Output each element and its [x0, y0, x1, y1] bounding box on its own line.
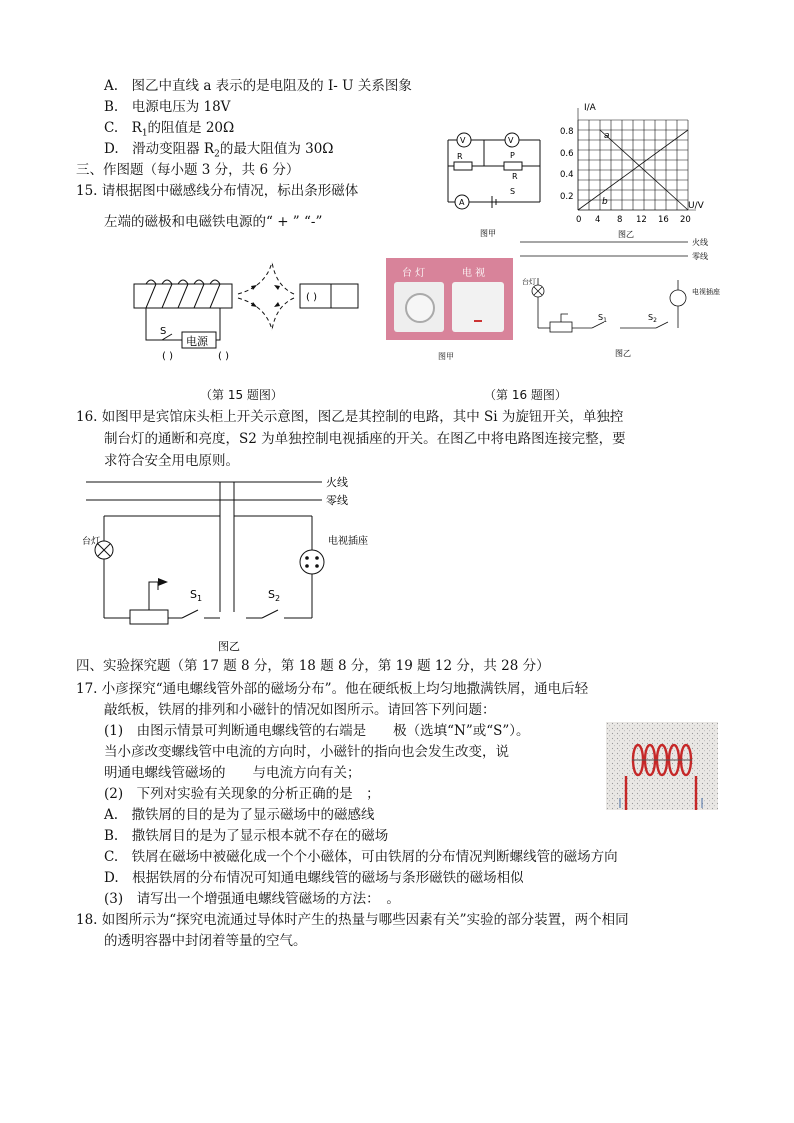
fig15-switch-label: S	[160, 326, 167, 337]
fig14-left-caption: 图甲	[480, 229, 496, 238]
fig15-left-blank: ( )	[162, 351, 173, 362]
fig15-right-blank: ( )	[218, 351, 229, 362]
fig14-v1-label: V	[460, 136, 466, 145]
small-s1-label: $S_1$	[598, 313, 607, 324]
line-a-label: a	[604, 131, 610, 141]
small-socket-label: 电视插座	[692, 288, 720, 296]
q15-line1: 15. 请根据图中磁感线分布情况，标出条形磁体	[76, 183, 359, 199]
rocker-indicator	[474, 320, 482, 322]
small-s2-label: $S_2$	[648, 313, 657, 324]
fig15-caption: （第 15 题图）	[200, 388, 283, 402]
fig16-switch-photo	[386, 258, 513, 340]
graph-xlabel: U/V	[688, 201, 704, 211]
y-tick-0.4: 0.4	[560, 170, 574, 180]
small-caption: 图乙	[615, 349, 631, 358]
y-tick-0.6: 0.6	[560, 149, 574, 159]
q17-option-c: C. 铁屑在磁场中被磁化成一个个小磁体，可由铁屑的分布情况判断螺线管的磁场方向	[104, 849, 618, 865]
small-zero-label: 零线	[692, 252, 708, 261]
graph-ylabel: I/A	[584, 103, 596, 113]
big-s1-label: $S_1$	[190, 588, 203, 603]
y-tick-0.8: 0.8	[560, 127, 574, 137]
option-c: C. $R_1$的阻值是 20Ω	[104, 120, 235, 139]
fig14-circuit	[440, 128, 550, 238]
fig15-diagram	[126, 256, 366, 366]
fig14-ammeter-label: A	[459, 198, 465, 207]
fig14-p-label: P	[510, 151, 515, 160]
big-socket-label: 电视插座	[328, 536, 368, 547]
fig16-caption: （第 16 题图）	[484, 388, 567, 402]
q17-part2: (2) 下列对实验有关现象的分析正确的是 ；	[104, 786, 380, 802]
q17-option-d: D. 根据铁屑的分布情况可知通电螺线管的磁场与条形磁铁的磁场相似	[104, 870, 524, 886]
rocker-switch	[452, 282, 504, 332]
x-tick-16: 16	[658, 215, 669, 225]
line-b-label: b	[602, 197, 608, 207]
small-lamp-label: 台灯	[522, 278, 536, 286]
x-tick-8: 8	[617, 215, 623, 225]
x-tick-20: 20	[680, 215, 691, 225]
x-tick-12: 12	[636, 215, 647, 225]
q15-line2: 左端的磁极和电磁铁电源的“ + ” “-”	[104, 214, 323, 230]
fig15-magnet-pole-blank: ( )	[306, 292, 317, 303]
big-fire-label: 火线	[326, 476, 348, 489]
fig15-power-label: 电源	[186, 335, 208, 348]
knob-dial-icon	[405, 293, 435, 323]
q16-line1: 16. 如图甲是宾馆床头柜上开关示意图，图乙是其控制的电路，其中 Si 为旋钮开关，单独控	[76, 409, 624, 425]
fig14-r1-label: R	[457, 152, 463, 161]
small-fire-label: 火线	[692, 238, 708, 247]
fig14-r2-label: R	[512, 172, 518, 181]
section-3-heading: 三、作图题（每小题 3 分，共 6 分）	[76, 162, 300, 178]
fig16-photo-caption: 图甲	[438, 352, 454, 361]
section-4-heading: 四、实验探究题（第 17 题 8 分，第 18 题 8 分，第 19 题 12 分，共 28 分）	[76, 658, 550, 674]
fig14-v2-label: V	[508, 136, 514, 145]
big-zero-label: 零线	[326, 494, 348, 507]
option-a: A. 图乙中直线 a 表示的是电阻及的 I- U 关系图象	[104, 78, 412, 94]
q16-line2: 制台灯的通断和亮度，S2 为单独控制电视插座的开关。在图乙中将电路图连接完整，要	[104, 431, 626, 447]
fig14-graph	[552, 100, 712, 239]
q16-line3: 求符合安全用电原则。	[104, 453, 239, 469]
big-s2-label: $S_2$	[268, 588, 281, 603]
x-tick-0: 0	[576, 215, 582, 225]
q18-line1: 18. 如图所示为“探究电流通过导体时产生的热量与哪些因素有关”实验的部分装置，两个相同	[76, 912, 629, 928]
option-d: D. 滑动变阻器 $R_2$的最大阻值为 30Ω	[104, 141, 334, 160]
q17-part3: (3) 请写出一个增强通电螺线管磁场的方法： 。	[104, 891, 400, 907]
q18-line2: 的透明容器中封闭着等量的空气。	[104, 933, 307, 949]
q17-line4: 当小彦改变螺线管中电流的方向时，小磁针的指向也会发生改变，说	[104, 744, 509, 760]
fig14-switch-label: S	[510, 187, 516, 196]
big-lamp-label: 台灯	[82, 537, 101, 547]
q17-part1: (1) 由图示情景可判断通电螺线管的右端是 极（选填“N”或“S”）。	[104, 723, 530, 739]
y-tick-0.2: 0.2	[560, 192, 574, 202]
option-b: B. 电源电压为 18V	[104, 99, 231, 115]
q17-line2: 敲纸板，铁屑的排列和小磁针的情况如图所示。请回答下列问题：	[104, 702, 496, 718]
q17-line5: 明通电螺线管磁场的 与电流方向有关；	[104, 765, 361, 781]
fig14-right-caption: 图乙	[618, 230, 634, 239]
q17-line1: 17. 小彦探究“通电螺线管外部的磁场分布”。他在硬纸板上均匀地撒满铁屑，通电后轻	[76, 681, 589, 697]
solenoid-photo	[606, 722, 718, 810]
fig16-small-circuit	[520, 236, 720, 362]
photo-lamp-label: 台 灯	[402, 268, 426, 279]
big-caption: 图乙	[218, 640, 240, 653]
q17-option-b: B. 撒铁屑目的是为了显示根本就不存在的磁场	[104, 828, 389, 844]
knob-switch	[394, 282, 444, 332]
q17-option-a: A. 撒铁屑的目的是为了显示磁场中的磁感线	[104, 807, 375, 823]
x-tick-4: 4	[595, 215, 601, 225]
fig16-big-circuit	[82, 474, 368, 654]
photo-tv-label: 电 视	[462, 268, 486, 279]
